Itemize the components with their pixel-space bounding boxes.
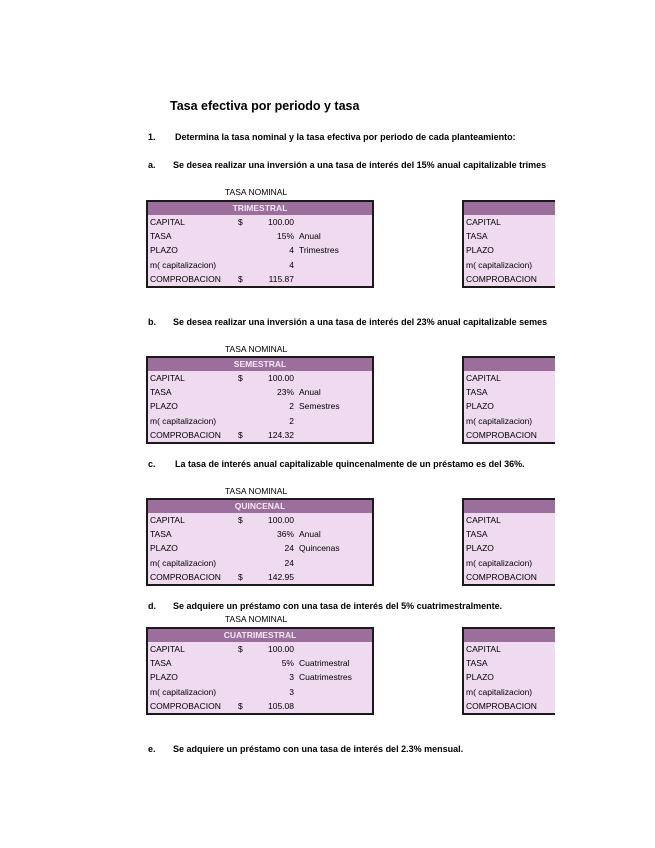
row-label: COMPROBACION [466, 700, 537, 711]
row-value: 23% [276, 387, 294, 398]
row-value: 124.32 [268, 429, 294, 440]
row-label: TASA [466, 658, 488, 669]
row-label: m( capitalizacion) [150, 686, 217, 697]
section-statement: Se adquiere un préstamo con una tasa de interés del 5% cuatrimestralmente. [173, 601, 503, 611]
row-currency: $ [238, 373, 243, 383]
row-currency: $ [238, 217, 243, 227]
table-row [148, 699, 372, 713]
row-currency: $ [238, 644, 243, 654]
table-header [464, 500, 555, 513]
row-label: COMPROBACION [466, 429, 537, 440]
final-text: Se adquiere un préstamo con una tasa de interés del 2.3% mensual. [173, 744, 464, 754]
table-row [148, 272, 372, 286]
table-row [148, 642, 372, 656]
row-label: CAPITAL [466, 644, 501, 654]
row-label: TASA [466, 529, 488, 540]
row-value: 4 [289, 245, 294, 256]
table-header: SEMESTRAL [148, 358, 372, 371]
row-label: PLAZO [150, 543, 178, 554]
table-row [464, 541, 555, 555]
row-label: m( capitalizacion) [150, 415, 217, 426]
row-value: 2 [289, 415, 294, 426]
row-unit: Anual [299, 387, 321, 398]
final-marker: e. [148, 744, 156, 754]
row-label: m( capitalizacion) [466, 686, 533, 697]
effective-rate-table [462, 200, 555, 288]
section-statement: La tasa de interés anual capitalizable quincenalmente de un préstamo es del 36%. [175, 459, 525, 469]
tasa-nominal-label: TASA NOMINAL [225, 486, 288, 496]
row-label: m( capitalizacion) [466, 415, 533, 426]
row-label: TASA [150, 658, 172, 669]
table-row [148, 258, 372, 272]
row-label: PLAZO [466, 401, 494, 412]
table-row [464, 670, 555, 684]
row-label: PLAZO [150, 401, 178, 412]
row-unit: Cuatrimestres [299, 672, 352, 683]
row-label: COMPROBACION [150, 571, 221, 582]
row-label: CAPITAL [466, 217, 501, 227]
table-row [464, 556, 555, 570]
table-row [148, 414, 372, 428]
row-unit: Trimestres [299, 245, 339, 256]
row-label: COMPROBACION [466, 571, 537, 582]
section-statement: Se desea realizar una inversión a una tasa de interés del 23% anual capitalizable semes [173, 317, 548, 327]
table-row [464, 215, 555, 229]
row-currency: $ [238, 700, 243, 711]
table-row [148, 428, 372, 442]
row-value: 24 [284, 557, 294, 568]
section-marker: c. [148, 459, 156, 469]
table-row [464, 428, 555, 442]
calc-table [146, 498, 374, 586]
row-unit: Anual [299, 529, 321, 540]
row-label: TASA [150, 231, 172, 242]
row-unit: Cuatrimestral [299, 658, 350, 669]
section-marker: a. [148, 160, 156, 170]
row-label: m( capitalizacion) [466, 557, 533, 568]
row-label: CAPITAL [150, 644, 185, 654]
row-value: 3 [289, 672, 294, 683]
row-label: TASA [150, 529, 172, 540]
table-row [464, 229, 555, 243]
calc-table [146, 200, 374, 288]
row-value: 15% [276, 231, 294, 242]
row-value: 105.08 [268, 700, 294, 711]
row-currency: $ [238, 273, 243, 284]
table-row [148, 385, 372, 399]
table-row [148, 215, 372, 229]
table-row [148, 243, 372, 257]
row-value: 2 [289, 401, 294, 412]
row-label: m( capitalizacion) [466, 259, 533, 270]
effective-rate-table [462, 627, 555, 715]
table-row [464, 243, 555, 257]
table-row [148, 371, 372, 385]
table-row [464, 685, 555, 699]
table-row [148, 685, 372, 699]
row-label: PLAZO [466, 672, 494, 683]
row-label: PLAZO [150, 672, 178, 683]
row-value: 36% [276, 529, 294, 540]
row-label: TASA [466, 387, 488, 398]
row-label: CAPITAL [466, 515, 501, 525]
tasa-nominal-label: TASA NOMINAL [225, 344, 288, 354]
table-row [464, 258, 555, 272]
row-label: CAPITAL [150, 515, 185, 525]
table-header: QUINCENAL [148, 500, 372, 513]
row-label: CAPITAL [150, 217, 185, 227]
row-value: 100.00 [268, 644, 294, 654]
row-value: 3 [289, 686, 294, 697]
table-row [148, 399, 372, 413]
table-row [148, 541, 372, 555]
effective-rate-table [462, 356, 555, 444]
table-row [148, 670, 372, 684]
tasa-nominal-label: TASA NOMINAL [225, 187, 288, 197]
row-label: PLAZO [466, 245, 494, 256]
row-value: 4 [289, 259, 294, 270]
table-row [464, 399, 555, 413]
section-marker: d. [148, 601, 156, 611]
row-value: 100.00 [268, 373, 294, 383]
table-header: TRIMESTRAL [148, 202, 372, 215]
row-label: CAPITAL [150, 373, 185, 383]
table-header [464, 358, 555, 371]
table-row [148, 527, 372, 541]
section-marker: b. [148, 317, 156, 327]
row-label: COMPROBACION [150, 700, 221, 711]
row-currency: $ [238, 429, 243, 440]
table-row [464, 513, 555, 527]
row-label: PLAZO [150, 245, 178, 256]
table-row [464, 570, 555, 584]
calc-table [146, 627, 374, 715]
effective-rate-table [462, 498, 555, 586]
page-title: Tasa efectiva por periodo y tasa [170, 99, 360, 113]
row-label: PLAZO [466, 543, 494, 554]
table-row [464, 656, 555, 670]
row-unit: Anual [299, 231, 321, 242]
table-row [464, 385, 555, 399]
intro-text: Determina la tasa nominal y la tasa efectiva por periodo de cada planteamiento: [175, 132, 516, 142]
table-row [148, 229, 372, 243]
calc-table [146, 356, 374, 444]
row-value: 100.00 [268, 515, 294, 525]
row-value: 24 [284, 543, 294, 554]
table-row [148, 570, 372, 584]
row-label: COMPROBACION [150, 273, 221, 284]
row-label: m( capitalizacion) [150, 557, 217, 568]
table-row [148, 556, 372, 570]
row-currency: $ [238, 571, 243, 582]
table-row [464, 371, 555, 385]
row-label: COMPROBACION [466, 273, 537, 284]
table-row [464, 527, 555, 541]
row-unit: Quincenas [299, 543, 340, 554]
section-statement: Se desea realizar una inversión a una tasa de interés del 15% anual capitalizable trimes [173, 160, 547, 170]
row-label: TASA [150, 387, 172, 398]
table-header [464, 202, 555, 215]
tasa-nominal-label: TASA NOMINAL [225, 614, 288, 624]
table-row [464, 642, 555, 656]
row-value: 142.95 [268, 571, 294, 582]
row-label: TASA [466, 231, 488, 242]
table-row [464, 414, 555, 428]
table-header: CUATRIMESTRAL [148, 629, 372, 642]
row-value: 5% [281, 658, 294, 669]
intro-marker: 1. [148, 132, 156, 142]
table-row [464, 699, 555, 713]
table-row [148, 656, 372, 670]
row-unit: Semestres [299, 401, 340, 412]
row-label: CAPITAL [466, 373, 501, 383]
row-value: 115.87 [268, 273, 294, 284]
table-row [148, 513, 372, 527]
row-label: COMPROBACION [150, 429, 221, 440]
row-currency: $ [238, 515, 243, 525]
row-label: m( capitalizacion) [150, 259, 217, 270]
table-header [464, 629, 555, 642]
table-row [464, 272, 555, 286]
row-value: 100.00 [268, 217, 294, 227]
